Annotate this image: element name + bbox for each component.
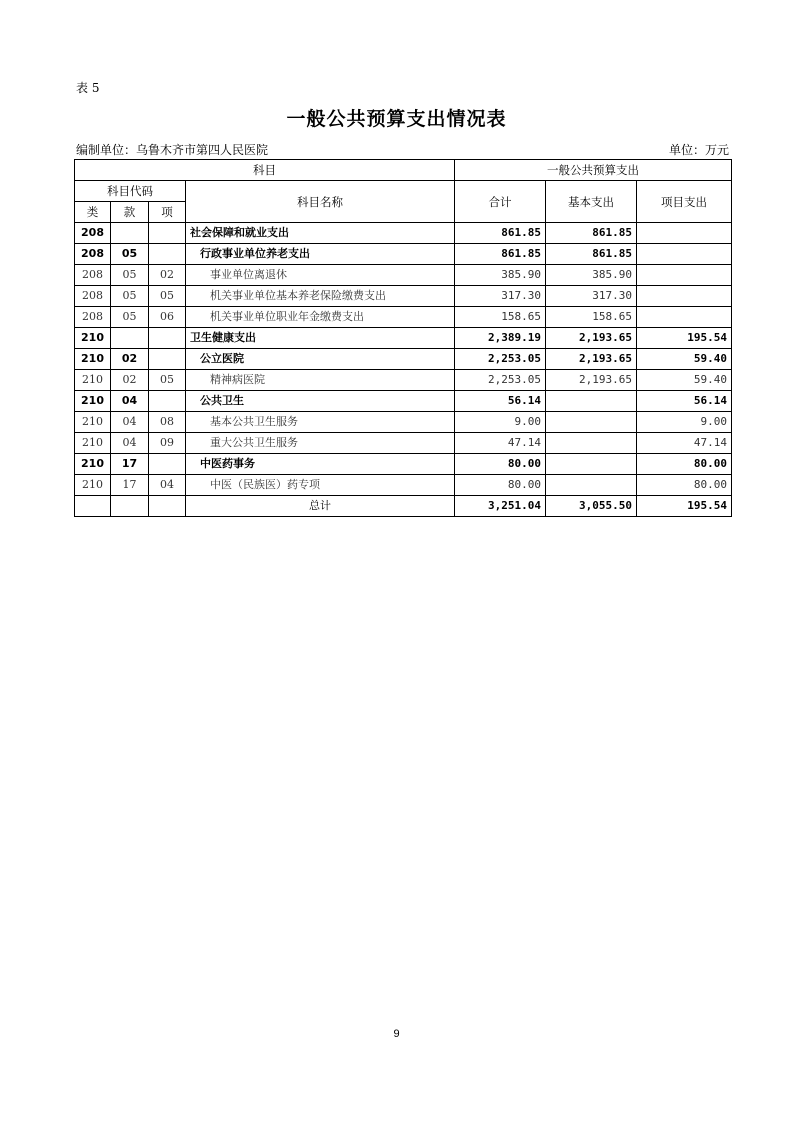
total-value: 2,253.05 — [455, 370, 546, 391]
class-code: 210 — [75, 349, 111, 370]
total-value: 2,253.05 — [455, 349, 546, 370]
item-code: 05 — [149, 286, 186, 307]
item-code: 09 — [149, 433, 186, 454]
class-code: 208 — [75, 286, 111, 307]
section-code: 05 — [111, 286, 149, 307]
page-number: 9 — [393, 1028, 400, 1040]
item-code: 06 — [149, 307, 186, 328]
total-value: 80.00 — [455, 475, 546, 496]
header-total: 合计 — [455, 181, 546, 223]
header-subject: 科目 — [75, 160, 455, 181]
item-code — [149, 454, 186, 475]
section-code: 05 — [111, 265, 149, 286]
class-code: 210 — [75, 391, 111, 412]
item-code: 08 — [149, 412, 186, 433]
subject-name: 机关事业单位基本养老保险缴费支出 — [186, 286, 455, 307]
project-value: 59.40 — [637, 349, 732, 370]
table-row — [75, 433, 732, 454]
project-value: 59.40 — [637, 370, 732, 391]
section-code: 04 — [111, 391, 149, 412]
item-code: 05 — [149, 370, 186, 391]
total-value: 158.65 — [455, 307, 546, 328]
class-code: 210 — [75, 370, 111, 391]
table-row — [75, 370, 732, 391]
item-code — [149, 244, 186, 265]
project-value — [637, 286, 732, 307]
subject-name: 基本公共卫生服务 — [186, 412, 455, 433]
subject-name: 精神病医院 — [186, 370, 455, 391]
table-row — [75, 307, 732, 328]
class-code: 208 — [75, 307, 111, 328]
section-code: 05 — [111, 244, 149, 265]
total-value: 317.30 — [455, 286, 546, 307]
class-code: 208 — [75, 265, 111, 286]
table-row — [75, 244, 732, 265]
header-item: 项 — [149, 202, 186, 223]
table-row — [75, 286, 732, 307]
project-value — [637, 307, 732, 328]
grand-total-value: 3,251.04 — [455, 496, 546, 517]
project-value: 80.00 — [637, 454, 732, 475]
class-code: 208 — [75, 244, 111, 265]
project-value: 195.54 — [637, 328, 732, 349]
basic-value: 2,193.65 — [546, 370, 637, 391]
basic-value — [546, 391, 637, 412]
section-code: 02 — [111, 349, 149, 370]
table-row — [75, 412, 732, 433]
project-value: 80.00 — [637, 475, 732, 496]
basic-value: 861.85 — [546, 244, 637, 265]
project-value — [637, 244, 732, 265]
total-value: 9.00 — [455, 412, 546, 433]
subject-name: 机关事业单位职业年金缴费支出 — [186, 307, 455, 328]
section-code — [111, 328, 149, 349]
total-value: 861.85 — [455, 244, 546, 265]
class-code: 208 — [75, 223, 111, 244]
item-code — [149, 391, 186, 412]
basic-value: 158.65 — [546, 307, 637, 328]
project-value — [637, 265, 732, 286]
section-code: 04 — [111, 412, 149, 433]
table-row — [75, 328, 732, 349]
item-code: 02 — [149, 265, 186, 286]
item-code — [149, 328, 186, 349]
header-project: 项目支出 — [637, 181, 732, 223]
subject-name: 中医药事务 — [186, 454, 455, 475]
subject-name: 重大公共卫生服务 — [186, 433, 455, 454]
project-value: 56.14 — [637, 391, 732, 412]
table-row — [75, 454, 732, 475]
table-row — [75, 223, 732, 244]
compiling-unit: 编制单位：乌鲁木齐市第四人民医院 — [76, 143, 269, 157]
total-value: 861.85 — [455, 223, 546, 244]
basic-value: 2,193.65 — [546, 328, 637, 349]
grand-basic-value: 3,055.50 — [546, 496, 637, 517]
class-code: 210 — [75, 328, 111, 349]
header-section: 款 — [111, 202, 149, 223]
project-value: 47.14 — [637, 433, 732, 454]
basic-value: 2,193.65 — [546, 349, 637, 370]
page-title: 一般公共预算支出情况表 — [286, 108, 507, 130]
item-code — [149, 223, 186, 244]
basic-value — [546, 475, 637, 496]
total-value: 80.00 — [455, 454, 546, 475]
item-code: 04 — [149, 475, 186, 496]
subject-name: 行政事业单位养老支出 — [186, 244, 455, 265]
subject-name: 公共卫生 — [186, 391, 455, 412]
item-code — [149, 349, 186, 370]
table-row — [75, 391, 732, 412]
basic-value: 385.90 — [546, 265, 637, 286]
basic-value — [546, 433, 637, 454]
subject-name: 社会保障和就业支出 — [186, 223, 455, 244]
table-row — [75, 475, 732, 496]
class-code: 210 — [75, 454, 111, 475]
basic-value: 861.85 — [546, 223, 637, 244]
empty-cell — [149, 496, 186, 517]
subject-name: 卫生健康支出 — [186, 328, 455, 349]
section-code: 05 — [111, 307, 149, 328]
total-row — [75, 496, 732, 517]
basic-value — [546, 454, 637, 475]
currency-unit: 单位：万元 — [668, 143, 729, 157]
basic-value: 317.30 — [546, 286, 637, 307]
class-code: 210 — [75, 475, 111, 496]
table-row — [75, 349, 732, 370]
empty-cell — [75, 496, 111, 517]
total-value: 56.14 — [455, 391, 546, 412]
basic-value — [546, 412, 637, 433]
header-class: 类 — [75, 202, 111, 223]
subject-name: 事业单位离退休 — [186, 265, 455, 286]
project-value: 9.00 — [637, 412, 732, 433]
header-budget-group: 一般公共预算支出 — [455, 160, 732, 181]
class-code: 210 — [75, 433, 111, 454]
table-label: 表 5 — [76, 81, 100, 95]
section-code: 17 — [111, 454, 149, 475]
total-value: 385.90 — [455, 265, 546, 286]
subject-name: 公立医院 — [186, 349, 455, 370]
table-row — [75, 265, 732, 286]
total-value: 2,389.19 — [455, 328, 546, 349]
grand-project-value: 195.54 — [637, 496, 732, 517]
project-value — [637, 223, 732, 244]
header-name: 科目名称 — [186, 181, 455, 223]
section-code: 02 — [111, 370, 149, 391]
budget-table — [74, 159, 732, 517]
total-label: 总计 — [186, 496, 455, 517]
subject-name: 中医（民族医）药专项 — [186, 475, 455, 496]
empty-cell — [111, 496, 149, 517]
section-code: 04 — [111, 433, 149, 454]
section-code — [111, 223, 149, 244]
total-value: 47.14 — [455, 433, 546, 454]
header-basic: 基本支出 — [546, 181, 637, 223]
header-code-group: 科目代码 — [75, 181, 186, 202]
section-code: 17 — [111, 475, 149, 496]
class-code: 210 — [75, 412, 111, 433]
